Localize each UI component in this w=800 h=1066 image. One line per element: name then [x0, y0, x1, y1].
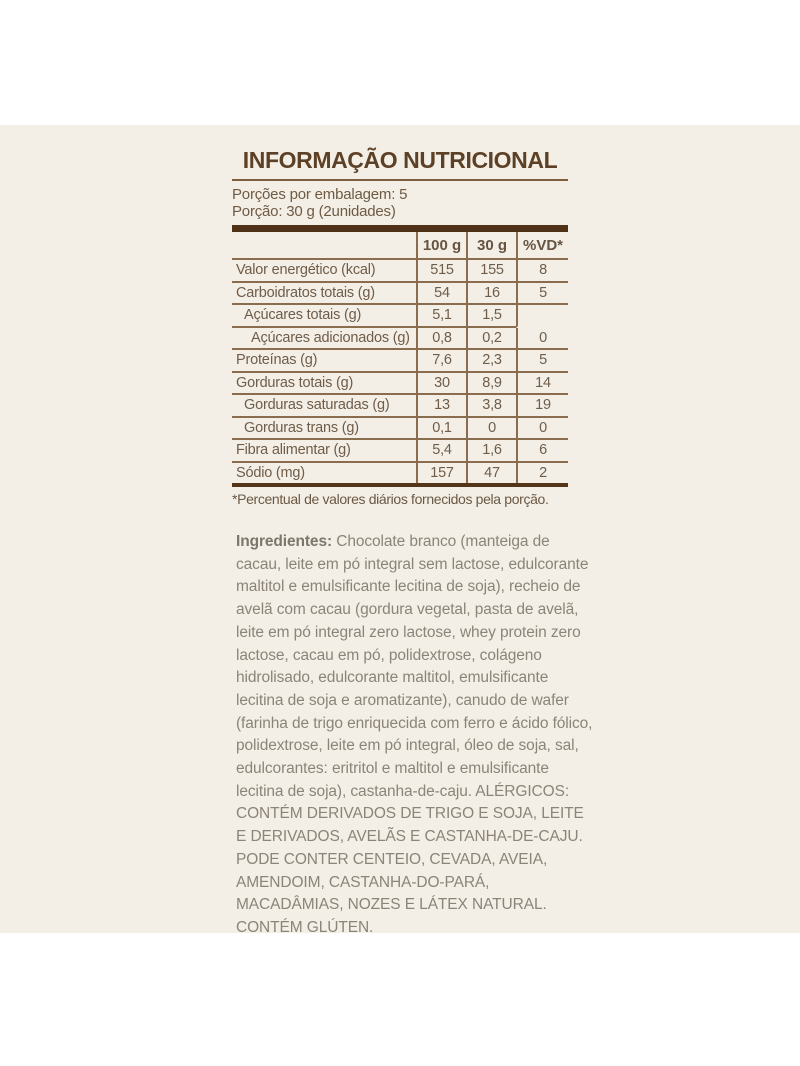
value-vd [516, 305, 568, 328]
value-vd: 14 [516, 373, 568, 396]
value-100g: 13 [416, 395, 466, 418]
value-vd: 8 [516, 260, 568, 283]
value-30g: 16 [466, 283, 516, 306]
nutrient-label: Açúcares totais (g) [232, 305, 416, 328]
table-row [232, 305, 568, 328]
ingredients-heading: Ingredientes: [236, 533, 333, 550]
value-100g: 157 [416, 463, 466, 484]
value-100g: 0,8 [416, 328, 466, 351]
value-100g: 0,1 [416, 418, 466, 441]
value-30g: 2,3 [466, 350, 516, 373]
nutrient-label: Proteínas (g) [232, 350, 416, 373]
nutrient-label: Fibra alimentar (g) [232, 440, 416, 463]
nutrient-label: Gorduras totais (g) [232, 373, 416, 396]
nutrient-label: Carboidratos totais (g) [232, 283, 416, 306]
nutrient-label: Açúcares adicionados (g) [232, 328, 416, 351]
serving-info [232, 186, 568, 220]
daily-value-footnote: *Percentual de valores diários fornecidos pela porção. [232, 491, 549, 507]
nutrient-label: Gorduras saturadas (g) [232, 395, 416, 418]
table-row [232, 328, 568, 351]
value-100g: 7,6 [416, 350, 466, 373]
serving-size-text: Porção: 30 g (2unidades) [232, 203, 396, 220]
value-vd: 5 [516, 350, 568, 373]
table-row [232, 283, 568, 306]
value-30g: 8,9 [466, 373, 516, 396]
table-header-row [232, 232, 568, 260]
table-row [232, 395, 568, 418]
value-vd: 0 [516, 418, 568, 441]
value-vd: 6 [516, 440, 568, 463]
table-row [232, 463, 568, 484]
value-100g: 515 [416, 260, 466, 283]
nutrient-label: Valor energético (kcal) [232, 260, 416, 283]
table-row [232, 350, 568, 373]
value-30g: 47 [466, 463, 516, 484]
column-header-vd: %VD* [516, 232, 568, 260]
value-30g: 155 [466, 260, 516, 283]
value-30g: 0,2 [466, 328, 516, 351]
nutrient-label: Gorduras trans (g) [232, 418, 416, 441]
nutrient-label: Sódio (mg) [236, 464, 305, 481]
nutrition-facts-panel [232, 147, 568, 507]
value-vd: 2 [516, 463, 568, 484]
column-header-100g: 100 g [416, 232, 466, 260]
column-header-30g: 30 g [466, 232, 516, 260]
column-header-nutrient [232, 232, 416, 260]
value-100g: 54 [416, 283, 466, 306]
value-vd: 19 [516, 395, 568, 418]
value-100g: 30 [416, 373, 466, 396]
table-row [232, 373, 568, 396]
table-row [232, 260, 568, 283]
value-30g: 3,8 [466, 395, 516, 418]
ingredients-text: Chocolate branco (manteiga de cacau, leite em pó integral sem lactose, edulcorante maltitol e emulsificante lecitina de soja), recheio de avelã com cacau (gordura vegetal, pasta de avelã, leite em pó integral zero lactose, whey protein zero lactose, cacau em pó, polidextrose, colágeno hidrolisado, edulcorante maltitol, emulsificante lecitina de soja e aromatizante), canudo de wafer (farinha de trigo enriquecida com ferro e ácido fólico, polidextrose, leite em pó integral, óleo de soja, sal, edulcorantes: eritritol e maltitol e emulsificante lecitina de soja), castanha-de-caju. ALÉRGICOS: CONTÉM DERIVADOS DE TRIGO E SOJA, LEITE E DERIVADOS, AVELÃS E CASTANHA-DE-CAJU. PODE CONTER CENTEIO, CEVADA, AVEIA, AMENDOIM, CASTANHA-DO-PARÁ, MACADÂMIAS, NOZES E LÁTEX NATURAL. CONTÉM GLÚTEN. [236, 533, 593, 936]
servings-per-package-text: Porções por embalagem: 5 [232, 186, 408, 203]
value-100g: 5,1 [416, 305, 466, 328]
value-100g: 5,4 [416, 440, 466, 463]
table-row [232, 418, 568, 441]
value-vd: 5 [516, 283, 568, 306]
table-row [232, 440, 568, 463]
ingredients-paragraph [236, 531, 594, 940]
value-30g: 1,6 [466, 440, 516, 463]
value-vd: 0 [516, 328, 568, 351]
value-30g: 0 [466, 418, 516, 441]
nutrition-table [232, 225, 568, 487]
page-title: INFORMAÇÃO NUTRICIONAL [232, 147, 568, 181]
value-30g: 1,5 [466, 305, 516, 328]
